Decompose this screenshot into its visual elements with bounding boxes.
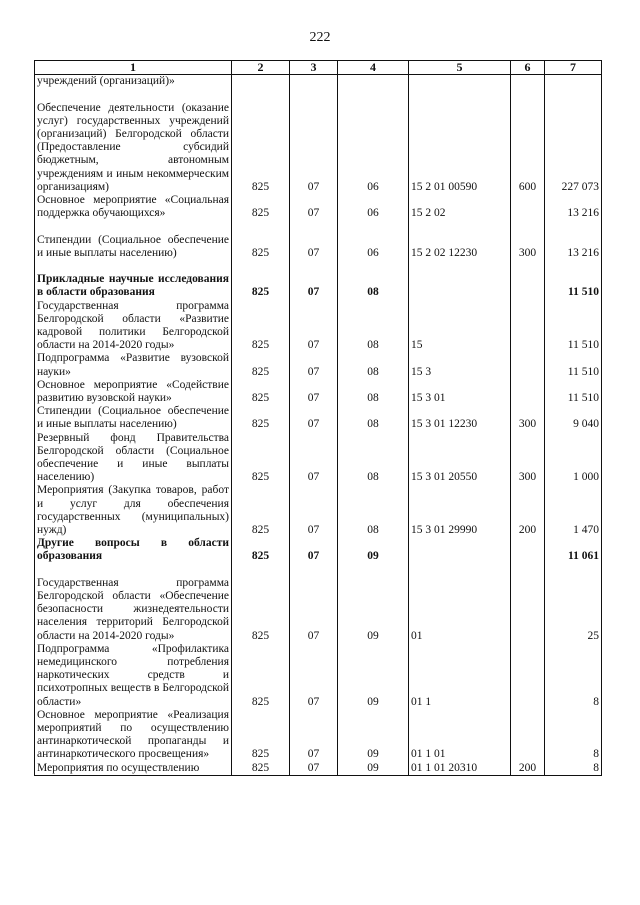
- expense-type-cell: [511, 194, 545, 220]
- column-header-7: 7: [545, 61, 602, 75]
- budget-table: [34, 60, 602, 776]
- table-row: [35, 643, 602, 709]
- subsection-code-cell: 08: [338, 379, 409, 405]
- admin-code-cell: 825: [232, 762, 290, 776]
- subsection-code-cell: 09: [338, 537, 409, 563]
- expense-type-cell: 200: [511, 762, 545, 776]
- table-header-row: [35, 61, 602, 75]
- expense-type-cell: 300: [511, 220, 545, 260]
- subsection-code-cell: 09: [338, 643, 409, 709]
- row-name-cell: Государственная программа Белгородской области «Развитие кадровой политики Белгородской области на 2014-2020 годы»: [35, 300, 232, 353]
- row-name-cell: Обеспечение деятельности (оказание услуг) государственных учреждений (организаций) Белгородской области (Предоставление субсидий бюджетным, автономным учреждениям и иным некоммерческим организациям): [35, 88, 232, 194]
- section-code-cell: 07: [290, 300, 338, 353]
- target-article-cell: [409, 260, 511, 300]
- row-name-cell: Стипендии (Социальное обеспечение и иные выплаты населению): [35, 405, 232, 431]
- section-code-cell: 07: [290, 709, 338, 762]
- admin-code-cell: 825: [232, 709, 290, 762]
- amount-cell: 1 470: [545, 484, 602, 537]
- expense-type-cell: 300: [511, 405, 545, 431]
- table-row: [35, 260, 602, 300]
- target-article-cell: 15 3 01: [409, 379, 511, 405]
- column-header-5: 5: [409, 61, 511, 75]
- section-code-cell: 07: [290, 220, 338, 260]
- admin-code-cell: 825: [232, 260, 290, 300]
- amount-cell: 1 000: [545, 432, 602, 485]
- target-article-cell: [409, 537, 511, 563]
- table-row: [35, 484, 602, 537]
- amount-cell: 8: [545, 709, 602, 762]
- expense-type-cell: [511, 564, 545, 643]
- amount-cell: 11 061: [545, 537, 602, 563]
- table-row: [35, 405, 602, 431]
- column-header-1: 1: [35, 61, 232, 75]
- section-code-cell: 07: [290, 260, 338, 300]
- row-name-cell: Мероприятия по осуществлению: [35, 762, 232, 776]
- row-name-cell: Основное мероприятие «Содействие развитию вузовской науки»: [35, 379, 232, 405]
- target-article-cell: 15 3: [409, 352, 511, 378]
- subsection-code-cell: 08: [338, 300, 409, 353]
- amount-cell: 227 073: [545, 88, 602, 194]
- expense-type-cell: [511, 537, 545, 563]
- table-row: [35, 379, 602, 405]
- amount-cell: 9 040: [545, 405, 602, 431]
- row-name-cell: Мероприятия (Закупка товаров, работ и услуг для обеспечения государственных (муниципальных) нужд): [35, 484, 232, 537]
- expense-type-cell: 300: [511, 432, 545, 485]
- table-row: [35, 300, 602, 353]
- section-code-cell: 07: [290, 379, 338, 405]
- target-article-cell: 15 3 01 20550: [409, 432, 511, 485]
- amount-cell: 8: [545, 762, 602, 776]
- target-article-cell: 15: [409, 300, 511, 353]
- section-code-cell: 07: [290, 643, 338, 709]
- section-code-cell: 07: [290, 537, 338, 563]
- amount-cell: 11 510: [545, 300, 602, 353]
- section-code-cell: 07: [290, 405, 338, 431]
- section-code-cell: 07: [290, 484, 338, 537]
- table-row: [35, 762, 602, 776]
- target-article-cell: 01 1: [409, 643, 511, 709]
- target-article-cell: 01 1 01: [409, 709, 511, 762]
- table-row: [35, 88, 602, 194]
- admin-code-cell: 825: [232, 405, 290, 431]
- table-row: [35, 564, 602, 643]
- target-article-cell: 15 2 02 12230: [409, 220, 511, 260]
- section-code-cell: [290, 75, 338, 89]
- subsection-code-cell: 08: [338, 484, 409, 537]
- expense-type-cell: [511, 260, 545, 300]
- expense-type-cell: [511, 75, 545, 89]
- expense-type-cell: [511, 300, 545, 353]
- section-code-cell: 07: [290, 88, 338, 194]
- target-article-cell: 15 2 02: [409, 194, 511, 220]
- table-row: [35, 352, 602, 378]
- amount-cell: 25: [545, 564, 602, 643]
- section-code-cell: 07: [290, 432, 338, 485]
- target-article-cell: 15 3 01 12230: [409, 405, 511, 431]
- page-number: 222: [309, 30, 331, 45]
- target-article-cell: 15 3 01 29990: [409, 484, 511, 537]
- subsection-code-cell: 08: [338, 260, 409, 300]
- admin-code-cell: 825: [232, 88, 290, 194]
- admin-code-cell: 825: [232, 352, 290, 378]
- column-header-4: 4: [338, 61, 409, 75]
- target-article-cell: 01: [409, 564, 511, 643]
- expense-type-cell: [511, 379, 545, 405]
- admin-code-cell: 825: [232, 432, 290, 485]
- table-row: [35, 537, 602, 563]
- admin-code-cell: 825: [232, 194, 290, 220]
- subsection-code-cell: [338, 75, 409, 89]
- table-row: [35, 194, 602, 220]
- table-row: [35, 75, 602, 89]
- expense-type-cell: [511, 643, 545, 709]
- subsection-code-cell: 06: [338, 88, 409, 194]
- amount-cell: 11 510: [545, 352, 602, 378]
- row-name-cell: Стипендии (Социальное обеспечение и иные выплаты населению): [35, 220, 232, 260]
- target-article-cell: [409, 75, 511, 89]
- admin-code-cell: 825: [232, 564, 290, 643]
- amount-cell: 8: [545, 643, 602, 709]
- column-header-6: 6: [511, 61, 545, 75]
- table-row: [35, 220, 602, 260]
- row-name-cell: Основное мероприятие «Социальная поддержка обучающихся»: [35, 194, 232, 220]
- section-code-cell: 07: [290, 194, 338, 220]
- row-name-cell: Другие вопросы в области образования: [35, 537, 232, 563]
- row-name-cell: Подпрограмма «Профилактика немедицинского потребления наркотических средств и психотропных веществ в Белгородской области»: [35, 643, 232, 709]
- subsection-code-cell: 09: [338, 709, 409, 762]
- expense-type-cell: [511, 709, 545, 762]
- subsection-code-cell: 08: [338, 352, 409, 378]
- row-name-cell: Подпрограмма «Развитие вузовской науки»: [35, 352, 232, 378]
- table-row: [35, 709, 602, 762]
- row-name-cell: Государственная программа Белгородской области «Обеспечение безопасности жизнедеятельности населения территорий Белгородской области на 2014-2020 годы»: [35, 564, 232, 643]
- table-body: [35, 75, 602, 776]
- admin-code-cell: 825: [232, 379, 290, 405]
- section-code-cell: 07: [290, 762, 338, 776]
- section-code-cell: 07: [290, 352, 338, 378]
- subsection-code-cell: 08: [338, 405, 409, 431]
- expense-type-cell: 200: [511, 484, 545, 537]
- table-row: [35, 432, 602, 485]
- subsection-code-cell: 09: [338, 564, 409, 643]
- admin-code-cell: 825: [232, 484, 290, 537]
- admin-code-cell: 825: [232, 220, 290, 260]
- expense-type-cell: [511, 352, 545, 378]
- admin-code-cell: 825: [232, 300, 290, 353]
- target-article-cell: 01 1 01 20310: [409, 762, 511, 776]
- column-header-3: 3: [290, 61, 338, 75]
- row-name-cell: Резервный фонд Правительства Белгородской области (Социальное обеспечение и иные выплаты населению): [35, 432, 232, 485]
- amount-cell: 13 216: [545, 220, 602, 260]
- subsection-code-cell: 06: [338, 220, 409, 260]
- amount-cell: [545, 75, 602, 89]
- admin-code-cell: 825: [232, 643, 290, 709]
- row-name-cell: Прикладные научные исследования в области образования: [35, 260, 232, 300]
- target-article-cell: 15 2 01 00590: [409, 88, 511, 194]
- row-name-cell: Основное мероприятие «Реализация мероприятий по осуществлению антинаркотической пропаганды и антинаркотического просвещения»: [35, 709, 232, 762]
- amount-cell: 13 216: [545, 194, 602, 220]
- admin-code-cell: 825: [232, 537, 290, 563]
- admin-code-cell: [232, 75, 290, 89]
- row-name-cell: учреждений (организаций)»: [35, 75, 232, 89]
- expense-type-cell: 600: [511, 88, 545, 194]
- subsection-code-cell: 09: [338, 762, 409, 776]
- subsection-code-cell: 06: [338, 194, 409, 220]
- amount-cell: 11 510: [545, 379, 602, 405]
- column-header-2: 2: [232, 61, 290, 75]
- subsection-code-cell: 08: [338, 432, 409, 485]
- amount-cell: 11 510: [545, 260, 602, 300]
- section-code-cell: 07: [290, 564, 338, 643]
